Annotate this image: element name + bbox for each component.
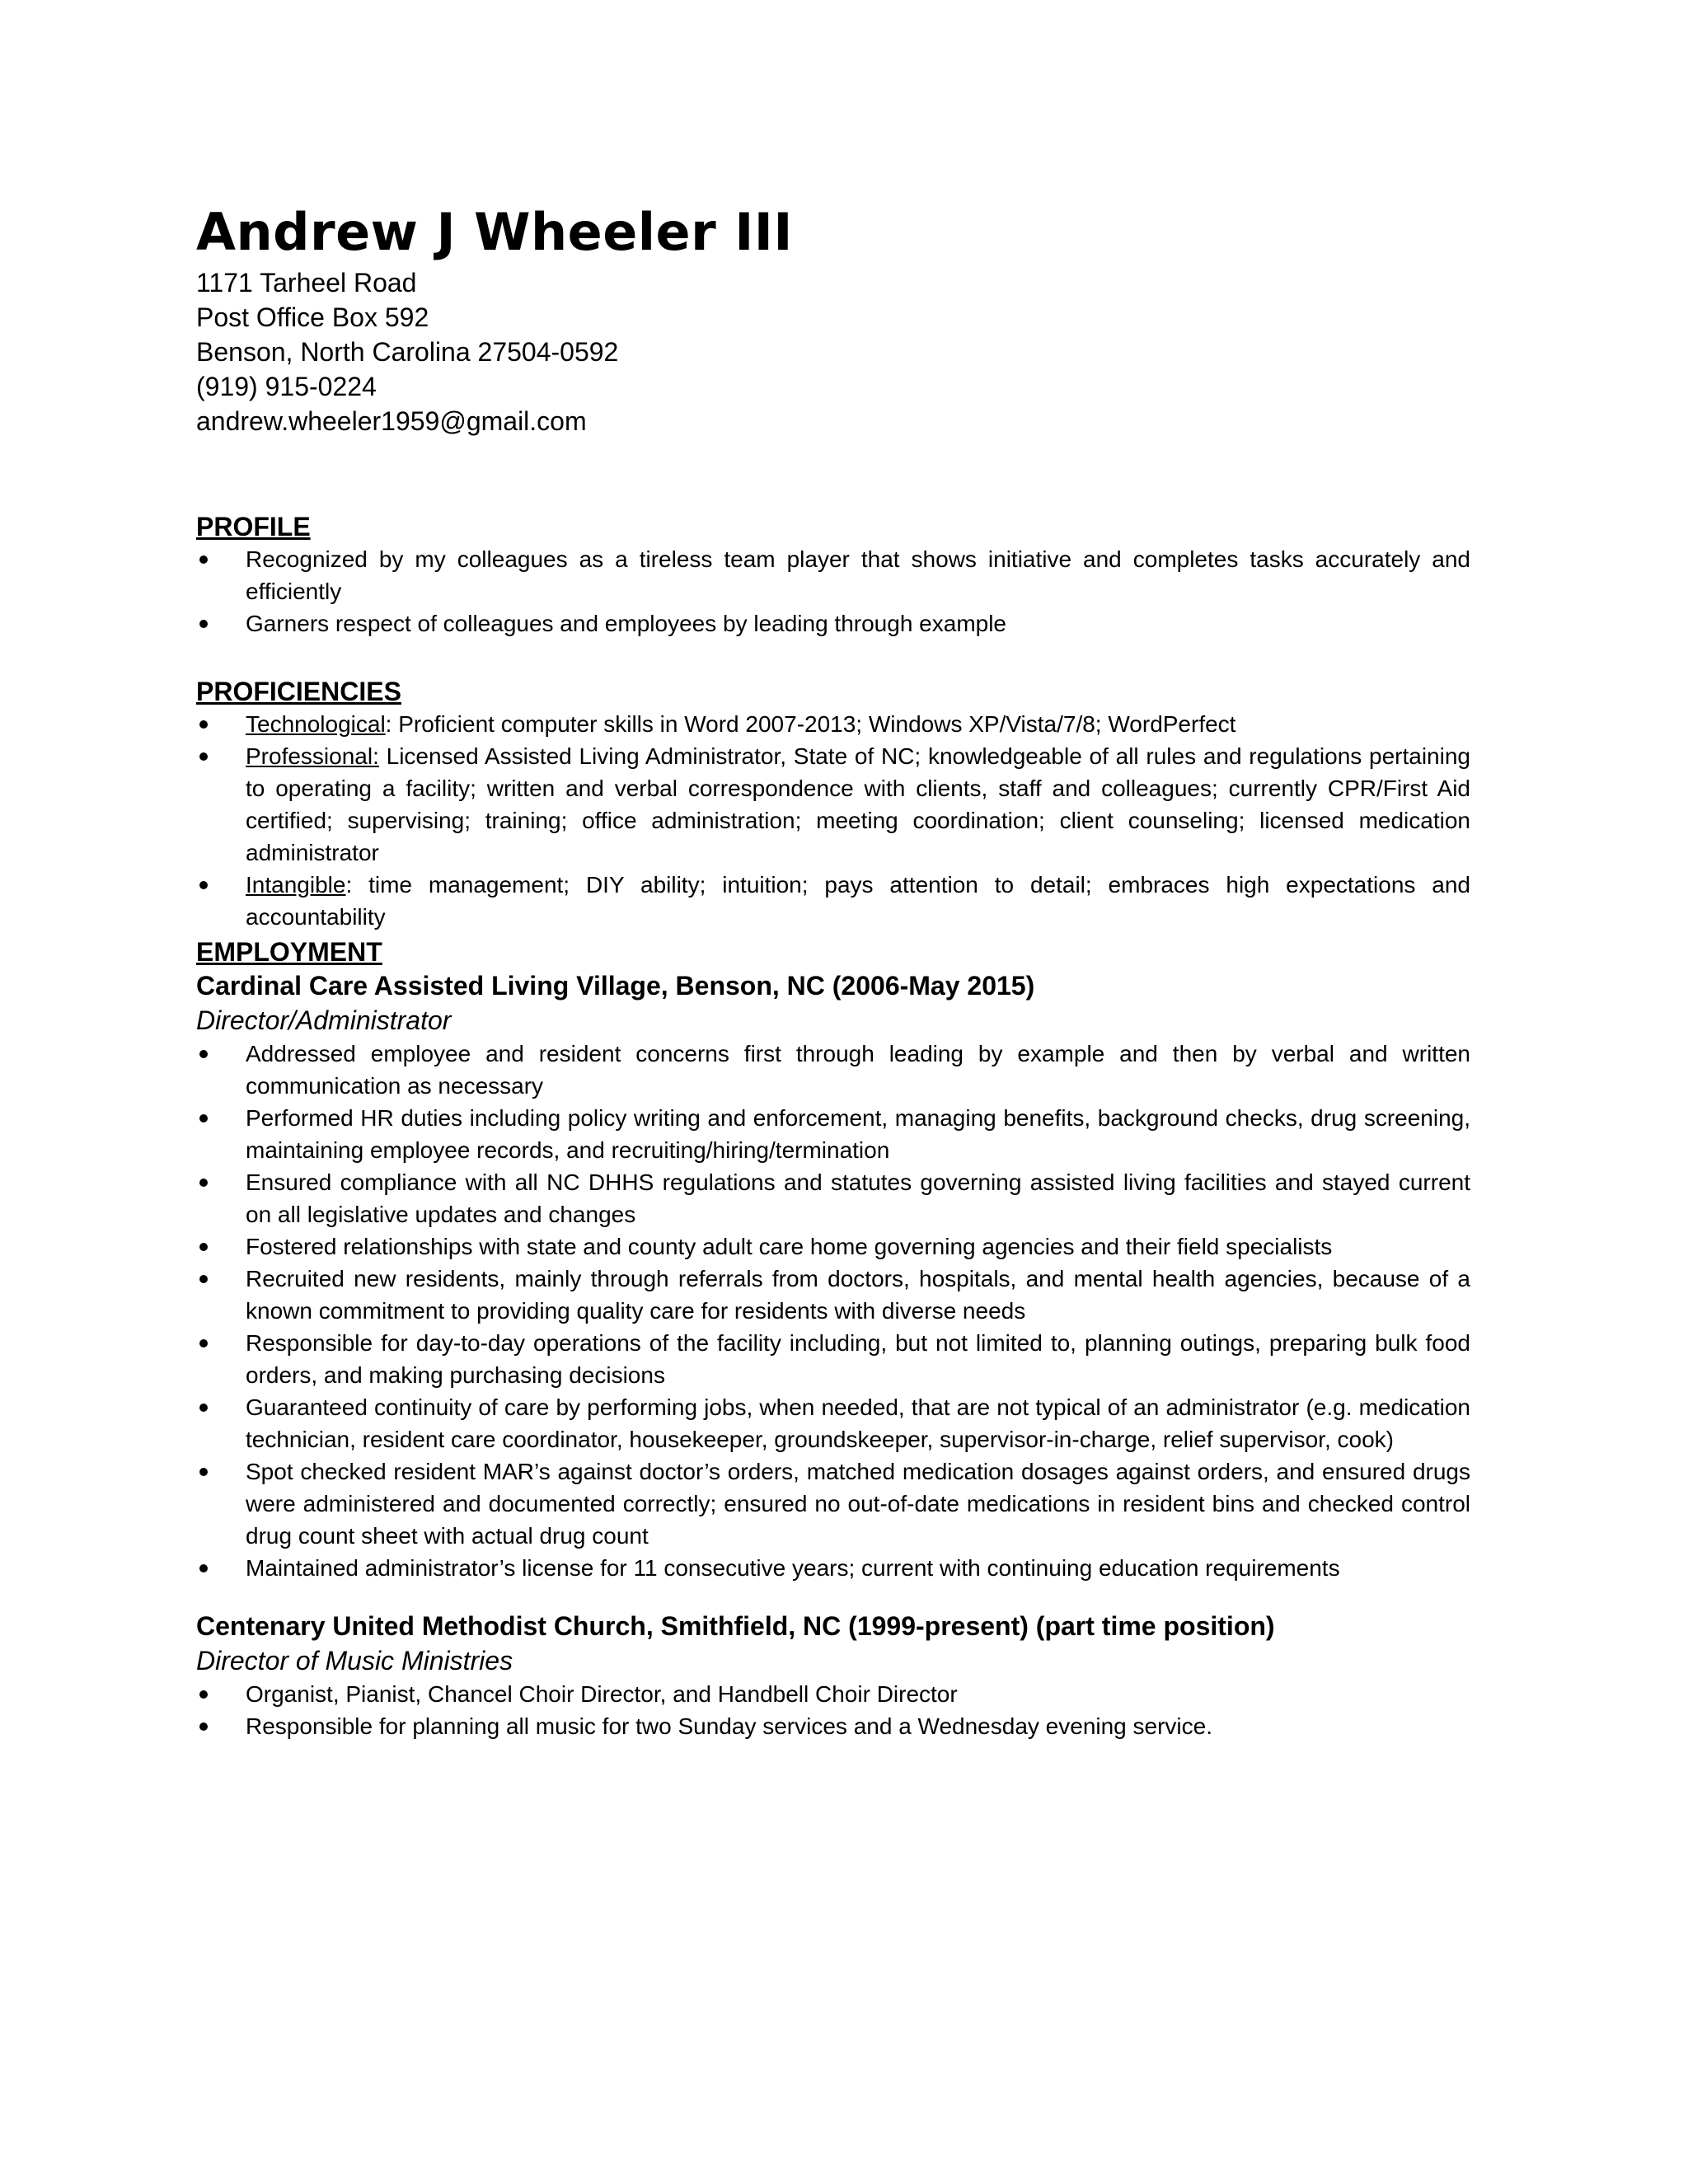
job-entry xyxy=(196,968,1470,1584)
list-item-text: Guaranteed continuity of care by performing jobs, when needed, that are not typical of an administrator (e.g. medication technician, resident care coordinator, housekeeper, groundskeeper, supervisor-in-charge, relief supervisor, cook) xyxy=(246,1394,1470,1452)
job-role: Director/Administrator xyxy=(196,1005,452,1035)
list-item xyxy=(196,1455,1470,1552)
list-item-text: Recognized by my colleagues as a tireless team player that shows initiative and completes tasks accurately and efficiently xyxy=(246,546,1470,604)
bullet-icon xyxy=(199,1564,208,1572)
list-item-text: Spot checked resident MAR’s against doctor’s orders, matched medication dosages against orders, and ensured drugs were administered and documented correctly; ensured no out-of-date medications in resident bins and checked control drug count sheet with actual drug count xyxy=(246,1459,1470,1549)
list-item xyxy=(196,869,1470,933)
proficiency-label: Professional: xyxy=(246,743,379,769)
list-item-text: Ensured compliance with all NC DHHS regulations and statutes governing assisted living facilities and stayed current on all legislative updates and changes xyxy=(246,1169,1470,1227)
list-item xyxy=(196,1166,1470,1230)
list-item xyxy=(196,1327,1470,1391)
list-item xyxy=(196,1710,1470,1742)
list-item xyxy=(196,607,1470,640)
profile-section xyxy=(196,510,1470,640)
proficiency-sep: : xyxy=(345,872,353,898)
list-item xyxy=(196,1263,1470,1327)
job-entry xyxy=(196,1609,1470,1742)
resume-name: Andrew J Wheeler III xyxy=(196,202,793,262)
bullet-icon xyxy=(199,720,208,729)
bullet-icon xyxy=(199,1722,208,1731)
proficiencies-list xyxy=(196,708,1470,933)
bullet-icon xyxy=(199,1468,208,1476)
list-item-text: Responsible for day-to-day operations of the facility including, but not limited to, planning outings, preparing bulk food orders, and making purchasing decisions xyxy=(246,1330,1470,1388)
proficiency-label: Technological xyxy=(246,711,386,737)
bullet-icon xyxy=(199,1404,208,1412)
list-item xyxy=(196,740,1470,869)
list-item xyxy=(196,543,1470,607)
bullet-icon xyxy=(199,1114,208,1122)
proficiency-text: Licensed Assisted Living Administrator, State of NC; knowledgeable of all rules and regulations pertaining to operating a facility; written and verbal correspondence with clients, staff and colleagues; currently CPR/First Aid certified; supervising; training; office administration; meeting coordination; client counseling; licensed medication administrator xyxy=(246,743,1470,865)
list-item xyxy=(196,1678,1470,1710)
bullet-icon xyxy=(199,1339,208,1347)
list-item-text: Recruited new residents, mainly through referrals from doctors, hospitals, and mental health agencies, because of a known commitment to providing quality care for residents with diverse needs xyxy=(246,1266,1470,1324)
list-item-text: Performed HR duties including policy writing and enforcement, managing benefits, background checks, drug screening, maintaining employee records, and recruiting/hiring/termination xyxy=(246,1105,1470,1163)
contact-email: andrew.wheeler1959@gmail.com xyxy=(196,406,587,436)
contact-phone: (919) 915-0224 xyxy=(196,372,377,401)
list-item-text: Garners respect of colleagues and employees by leading through example xyxy=(246,611,1007,636)
bullet-icon xyxy=(199,1275,208,1283)
proficiencies-section xyxy=(196,675,1470,933)
job-role: Director of Music Ministries xyxy=(196,1646,513,1675)
bullet-icon xyxy=(199,620,208,628)
bullet-icon xyxy=(199,1050,208,1058)
contact-block xyxy=(196,265,618,438)
proficiency-label: Intangible xyxy=(246,872,346,898)
bullet-icon xyxy=(199,555,208,564)
bullet-icon xyxy=(199,752,208,761)
list-item-text: Fostered relationships with state and county adult care home governing agencies and their field specialists xyxy=(246,1234,1333,1259)
list-item-text: Organist, Pianist, Chancel Choir Director, and Handbell Choir Director xyxy=(246,1681,958,1707)
job-duties-list xyxy=(196,1038,1470,1584)
job-duties-list xyxy=(196,1678,1470,1742)
bullet-icon xyxy=(199,1243,208,1251)
list-item-text: Responsible for planning all music for two Sunday services and a Wednesday evening service. xyxy=(246,1713,1213,1739)
bullet-icon xyxy=(199,1690,208,1699)
proficiency-text: time management; DIY ability; intuition; pays attention to detail; embraces high expectations and accountability xyxy=(246,872,1470,930)
profile-heading: PROFILE xyxy=(196,512,311,541)
proficiency-text: Proficient computer skills in Word 2007-2013; Windows XP/Vista/7/8; WordPerfect xyxy=(392,711,1236,737)
profile-list xyxy=(196,543,1470,640)
contact-po-box: Post Office Box 592 xyxy=(196,302,429,332)
job-title: Centenary United Methodist Church, Smithfield, NC (1999-present) (part time position) xyxy=(196,1611,1275,1641)
contact-street: 1171 Tarheel Road xyxy=(196,268,417,298)
employment-heading: EMPLOYMENT xyxy=(196,937,382,967)
proficiencies-heading: PROFICIENCIES xyxy=(196,677,401,706)
list-item xyxy=(196,1552,1470,1584)
list-item-text: Maintained administrator’s license for 11 consecutive years; current with continuing education requirements xyxy=(246,1555,1340,1581)
bullet-icon xyxy=(199,881,208,889)
list-item-text: Addressed employee and resident concerns first through leading by example and then by verbal and written communication as necessary xyxy=(246,1041,1470,1099)
list-item xyxy=(196,1230,1470,1263)
list-item xyxy=(196,1038,1470,1102)
proficiency-sep: : xyxy=(385,711,392,737)
bullet-icon xyxy=(199,1179,208,1187)
list-item xyxy=(196,708,1470,740)
job-title: Cardinal Care Assisted Living Village, Benson, NC (2006-May 2015) xyxy=(196,971,1035,1001)
employment-section xyxy=(196,935,1470,1742)
contact-city-state-zip: Benson, North Carolina 27504-0592 xyxy=(196,337,619,367)
list-item xyxy=(196,1102,1470,1166)
list-item xyxy=(196,1391,1470,1455)
